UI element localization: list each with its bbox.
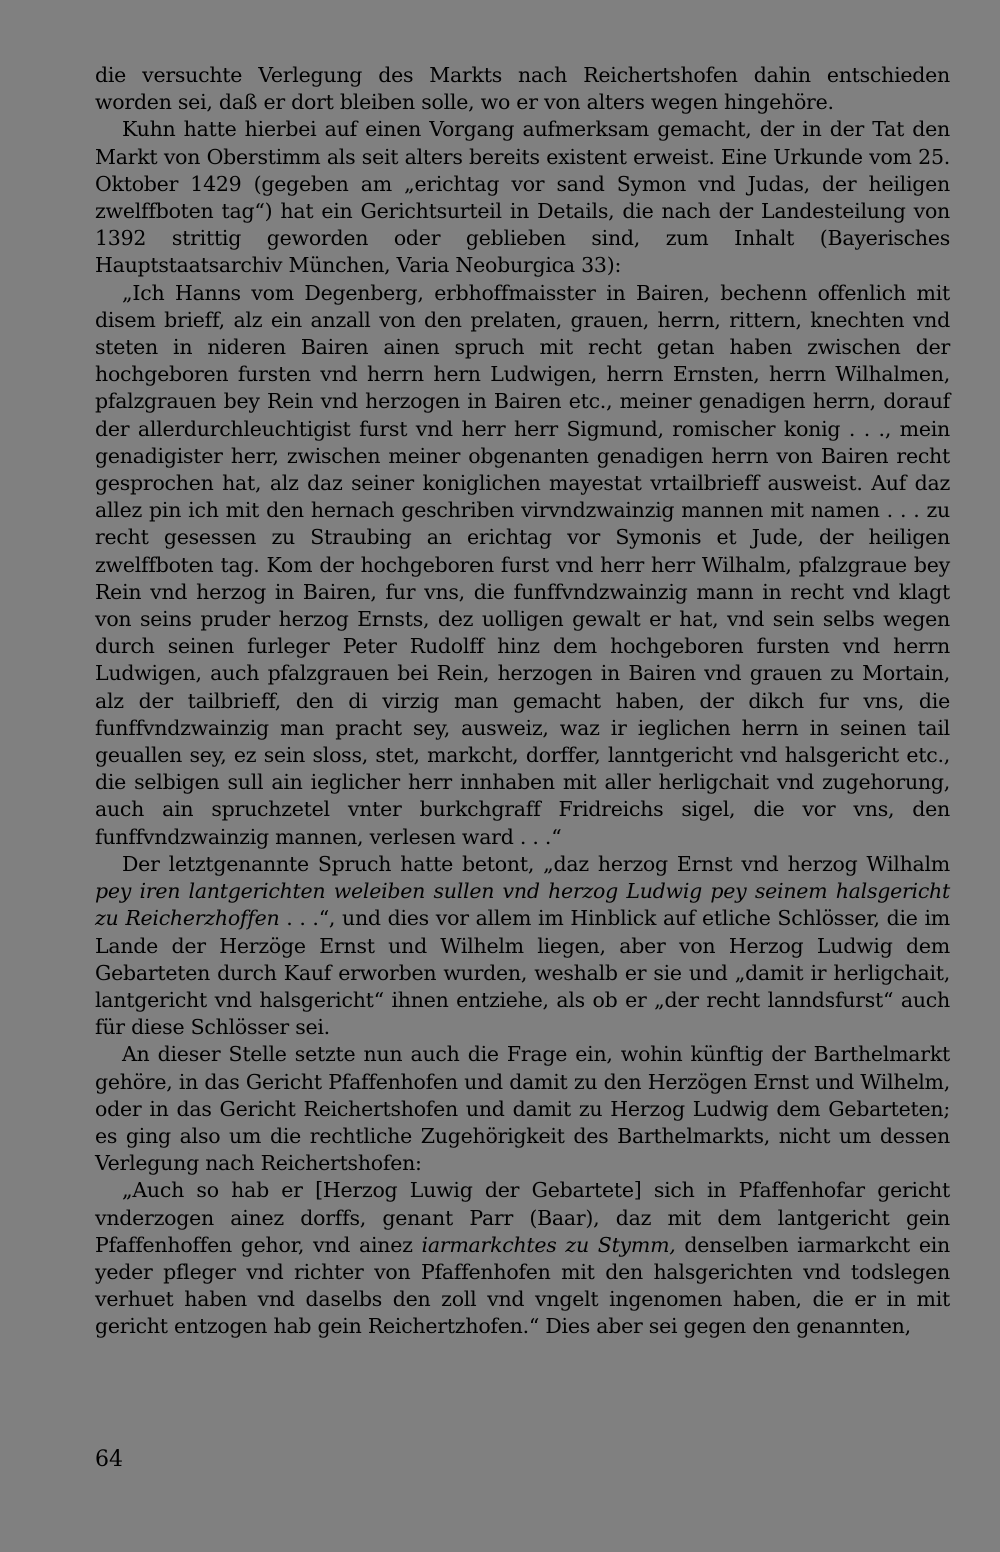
quote-degenberg: „Ich Hanns vom Degenberg, erbhoffmaisster in Bairen, bechenn offenlich mit disem brieff, alz ein anzall von den prelaten, grauen, herrn, rittern, knechten vnd steten in nideren Bairen ainen spruch mit recht getan haben zwischen der hochgeboren fursten vnd herrn hern Ludwigen, herrn Ernsten, herrn Wilhalmen, pfalzgrauen bey Rein vnd herzogen in Bairen etc., meiner genadigen herrn, dorauf der allerdurchleuchtigist furst vnd herr herr Sigmund, romischer konig . . ., mein genadigister herr, zwischen meiner obgenanten genadigen herrn von Bairen recht gesprochen hat, alz daz seiner koniglichen mayestat vrtailbrieff ausweist. Auf daz allez pin ich mit den hernach geschriben virvndzwainzig mannen mit namen . . . zu recht gesessen zu Straubing an erichtag vor Symonis et Jude, der heiligen zwelffboten tag. Kom der hochgeboren furst vnd herr herr Wilhalm, pfalzgraue bey Rein vnd herzog in Bairen, fur vns, die funffvndzwainzig mann in recht vnd klagt von seins pruder herzog Ernsts, dez uolligen gewalt er hat, vnd sein selbs wegen durch seinen furleger Peter Rudolff hinz dem hochgeboren fursten vnd herrn Ludwigen, auch pfalzgrauen bei Rein, herzogen in Bairen vnd grauen zu Mortain, alz der tailbrieff, den di virzig man gemacht haben, der dikch fur vns, die funffvndzwainzig man pracht sey, ausweiz, waz ir ieglichen herrn in seinen tail geuallen sey, ez sein sloss, stet, markcht, dorffer, lanntgericht vnd halsgericht etc., die selbigen sull ain ieglicher herr innhaben mit aller herligchait vnd zugehorung, auch ain spruchzetel vnter burkchgraff Fridreichs sigel, die vor vns, den funffvndzwainzig mannen, verlesen ward . . .“ <box>95 280 950 849</box>
page-number: 64 <box>95 1447 123 1472</box>
page-text <box>95 62 950 1341</box>
paragraph-4-part-b: . . .“, und dies vor allem im Hinblick auf etliche Schlösser, die im Lande der Herzöge Ernst und Wilhelm liegen, aber von Herzog Ludwig dem Gebarteten durch Kauf erworben wurden, weshalb er sie und „damit ir herligchait, lantgericht vnd halsgericht“ ihnen entziehe, als ob er „der recht lanndsfurst“ auch für diese Schlösser sei. <box>95 906 950 1040</box>
paragraph-1: die versuchte Verlegung des Markts nach Reichertshofen dahin entschieden worden sei, daß er dort bleiben solle, wo er von alters wegen hingehöre. <box>95 63 950 115</box>
paragraph-4-italic-quote: pey iren lantgerichten weleiben sullen vnd herzog Ludwig pey seinem halsgericht zu Reicherzhoffen <box>95 879 950 931</box>
paragraph-6-part-b: denselben iarmarkcht ein yeder pfleger vnd richter von Pfaffenhofen mit den halsgerichten vnd todslegen verhuet haben vnd daselbs den zoll vnd vngelt ingenomen haben, die er in mit gericht entzogen hab gein Reichertzhofen.“ Dies aber sei gegen den genannten, <box>95 1232 951 1339</box>
paragraph-4 <box>95 851 950 1041</box>
paragraph-5: An dieser Stelle setzte nun auch die Frage ein, wohin künftig der Barthelmarkt gehöre, in das Gericht Pfaffenhofen und damit zu den Herzögen Ernst und Wilhelm, oder in das Gericht Reichertshofen und damit zu Herzog Ludwig dem Gebarteten; es ging also um die rechtliche Zugehörigkeit des Barthelmarkts, nicht um dessen Verlegung nach Reichertshofen: <box>95 1042 950 1176</box>
paragraph-2: Kuhn hatte hierbei auf einen Vorgang aufmerksam gemacht, der in der Tat den Markt von Oberstimm als seit alters bereits existent erweist. Eine Urkunde vom 25. Oktober 1429 (gegeben am „erichtag vor sand Symon vnd Judas, der heiligen zwelffboten tag“) hat ein Gerichtsurteil in Details, die nach der Landesteilung von 1392 strittig geworden oder geblieben sind, zum Inhalt (Bayerisches Hauptstaatsarchiv München, Varia Neoburgica 33): <box>95 117 950 278</box>
paragraph-4-part-a: Der letztgenannte Spruch hatte betont, „daz herzog Ernst vnd herzog Wilhalm <box>122 851 950 876</box>
paragraph-6 <box>95 1177 950 1340</box>
paragraph-6-part-a: „Auch so hab er [Herzog Luwig der Gebartete] sich in Pfaffenhofar gericht vnderzogen ainez dorffs, genant Parr (Baar), daz mit dem lantgericht gein Pfaffenhoffen gehor, vnd ainez <box>95 1178 950 1257</box>
paragraph-6-italic-term: iarmarkchtes zu Stymm, <box>421 1232 676 1257</box>
